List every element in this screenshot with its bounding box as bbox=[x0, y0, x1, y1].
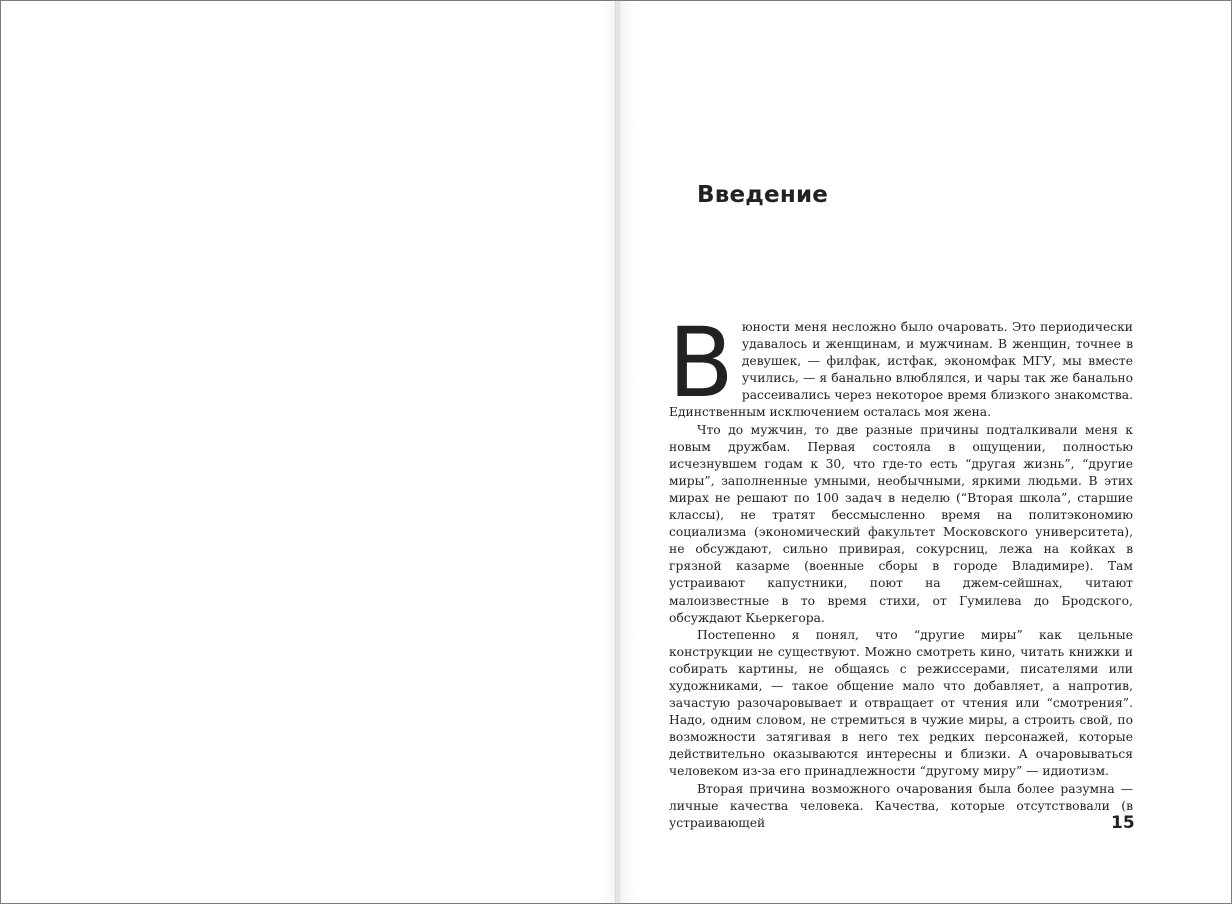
paragraph-2: Что до мужчин, то две разные причины подталкивали меня к новым дружбам. Первая состояла в ощущении, полностью исчезнувшем годам к 30, что где-то есть “другая жизнь”, “другие миры”, заполненные умными, необычными, яркими людьми. В этих мирах не решают по 100 задач в неделю (“Вторая школа”, старшие классы), не тратят бессмысленно время на политэкономию социализма (экономический факультет Московского университета), не обсуждают, сильно привирая, сокурсниц, лежа на койках в грязной казарме (военные сборы в городе Владимире). Там устраивают капустники, поют на джем-сейшнах, читают малоизвестные в то время стихи, от Гумилева до Бродского, обсуждают Кьеркегора. bbox=[669, 422, 1133, 625]
right-page bbox=[615, 1, 1231, 903]
chapter-body-text bbox=[668, 307, 1133, 832]
spine-gutter-shadow bbox=[601, 1, 635, 903]
drop-cap-letter: В bbox=[668, 307, 734, 419]
page-number: 15 bbox=[1111, 813, 1135, 833]
left-page-blank bbox=[1, 1, 615, 903]
paragraph-4: Вторая причина возможного очарования была более разумна — личные качества человека. Качества, которые отсутствовали (в устраивающей bbox=[669, 781, 1133, 830]
paragraph-1-text: юности меня несложно было очаровать. Это периодически удавалось и женщинам, и мужчинам. В женщин, точнее в девушек, — филфак, истфак, экономфак МГУ, мы вместе учились, — я банально влюблялся, и чары так же банально рассеивались через некоторое время близкого знакомства. Единственным исключением осталась моя жена. bbox=[669, 320, 1133, 420]
chapter-title: Введение bbox=[697, 182, 829, 208]
spine-gutter-line bbox=[615, 1, 616, 903]
paragraph-1 bbox=[668, 307, 1133, 422]
paragraph-3: Постепенно я понял, что “другие миры” как цельные конструкции не существуют. Можно смотреть кино, читать книжки и собирать картины, не общаясь с режиссерами, писателями или художниками, — такое общение мало что добавляет, а напротив, зачастую разочаровывает и отвращает от чтения или “смотрения”. Надо, одним словом, не стремиться в чужие миры, а строить свой, по возможности затягивая в него тех редких персонажей, которые действительно оказываются интересны и близки. А очаровываться человеком из-за его принадлежности “другому миру” — идиотизм. bbox=[669, 627, 1133, 779]
